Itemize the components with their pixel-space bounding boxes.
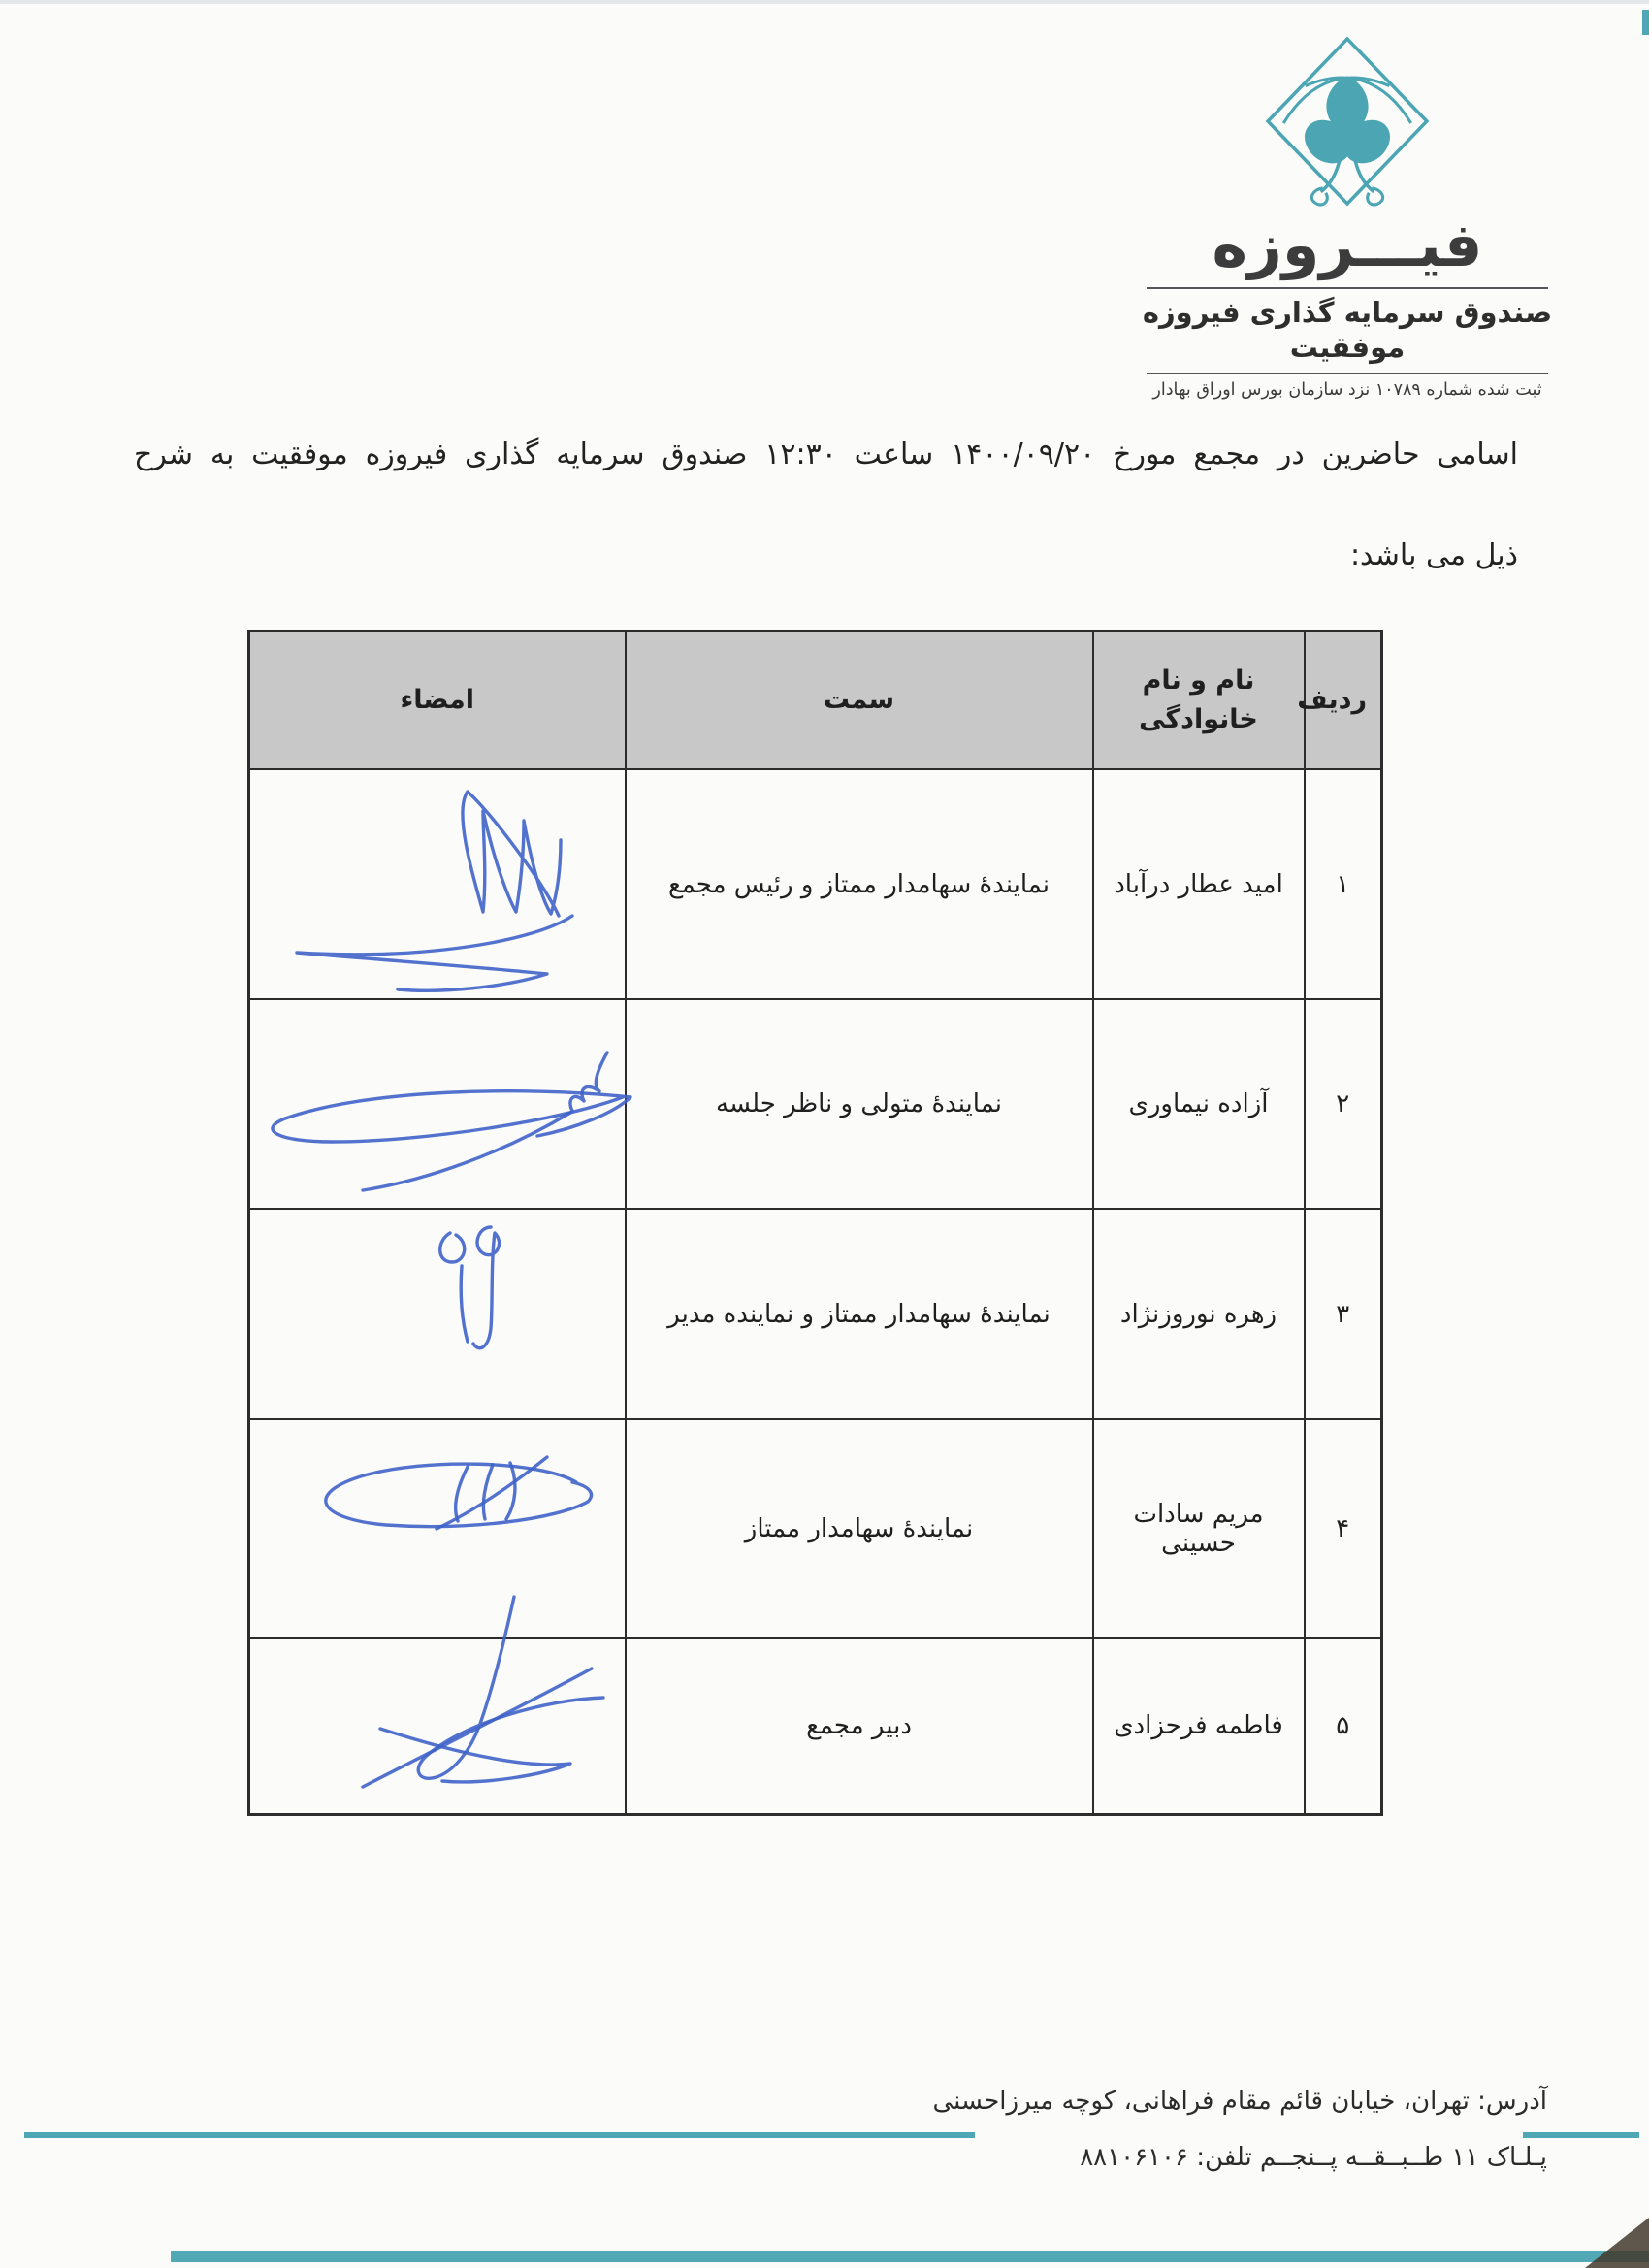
footer-address-line1: آدرس: تهران، خیابان قائم مقام فراهانی، کوچه میرزاحسنی — [932, 2087, 1547, 2116]
row-no: ۲ — [1305, 999, 1382, 1209]
table-header-row — [249, 632, 1382, 770]
footer-rule-left — [24, 2132, 975, 2138]
table-row — [249, 1419, 1382, 1638]
header-row-no: ردیف — [1305, 632, 1382, 770]
table-row — [249, 769, 1382, 999]
bottom-accent-bar — [171, 2251, 1649, 2262]
row-no: ۵ — [1305, 1638, 1382, 1814]
brand-wordmark: فیـــروزه — [1212, 210, 1483, 280]
intro-paragraph-line1: اسامی حاضرین در مجمع مورخ ۱۴۰۰/۰۹/۲۰ ساعت ۱۲:۳۰ صندوق سرمایه گذاری فیروزه موفقیت به شرح — [134, 437, 1519, 471]
footer-address-line2: پـلـاک ۱۱ طــبــقــه پــنجــم تلفن: ۸۸۱۰۶۱۰۶ — [1080, 2143, 1547, 2172]
handwritten-signature-icon — [250, 1639, 627, 1815]
header-signature: امضاء — [249, 632, 626, 770]
row-no: ۱ — [1305, 769, 1382, 999]
attendee-name: آزاده نیماوری — [1093, 999, 1305, 1209]
signature-cell — [249, 769, 626, 999]
intro-paragraph-line2: ذیل می باشد: — [1349, 538, 1518, 572]
table-row — [249, 999, 1382, 1209]
attendee-position: نمایندهٔ متولی و ناظر جلسه — [626, 999, 1093, 1209]
table-row — [249, 1209, 1382, 1419]
attendee-name: امید عطار درآباد — [1093, 769, 1305, 999]
registration-note: ثبت شده شماره ۱۰۷۸۹ نزد سازمان بورس اوراق بهادار — [1152, 380, 1542, 400]
handwritten-signature-icon — [250, 770, 627, 1000]
table-row — [249, 1638, 1382, 1814]
signature-cell — [249, 1209, 626, 1419]
signature-cell — [249, 999, 626, 1209]
attendee-position: دبیر مجمع — [626, 1638, 1093, 1814]
attendance-table — [247, 630, 1383, 1816]
handwritten-signature-icon — [250, 1420, 627, 1639]
signature-cell — [249, 1638, 626, 1814]
attendee-position: نمایندهٔ سهامدار ممتاز و نماینده مدیر — [626, 1209, 1093, 1419]
letterhead — [1139, 35, 1556, 400]
attendee-position: نمایندهٔ سهامدار ممتاز و رئیس مجمع — [626, 769, 1093, 999]
attendee-name: فاطمه فرحزادی — [1093, 1638, 1305, 1814]
attendee-position: نمایندهٔ سهامدار ممتاز — [626, 1419, 1093, 1638]
header-divider-top — [1147, 287, 1548, 289]
firouzeh-logo-icon — [1262, 35, 1433, 208]
row-no: ۴ — [1305, 1419, 1382, 1638]
attendee-name: زهره نوروزنژاد — [1093, 1209, 1305, 1419]
header-divider-bottom — [1147, 373, 1548, 374]
handwritten-signature-icon — [250, 1210, 627, 1420]
fund-title: صندوق سرمایه گذاری فیروزه موفقیت — [1142, 296, 1553, 364]
scan-teal-notch — [1642, 10, 1649, 35]
row-no: ۳ — [1305, 1209, 1382, 1419]
attendee-name: مریم سادات حسینی — [1093, 1419, 1305, 1638]
handwritten-signature-icon — [250, 1000, 627, 1210]
signature-cell — [249, 1419, 626, 1638]
header-position: سمت — [626, 632, 1093, 770]
scan-top-edge — [0, 0, 1649, 4]
header-full-name: نام و نام خانوادگی — [1093, 632, 1305, 770]
